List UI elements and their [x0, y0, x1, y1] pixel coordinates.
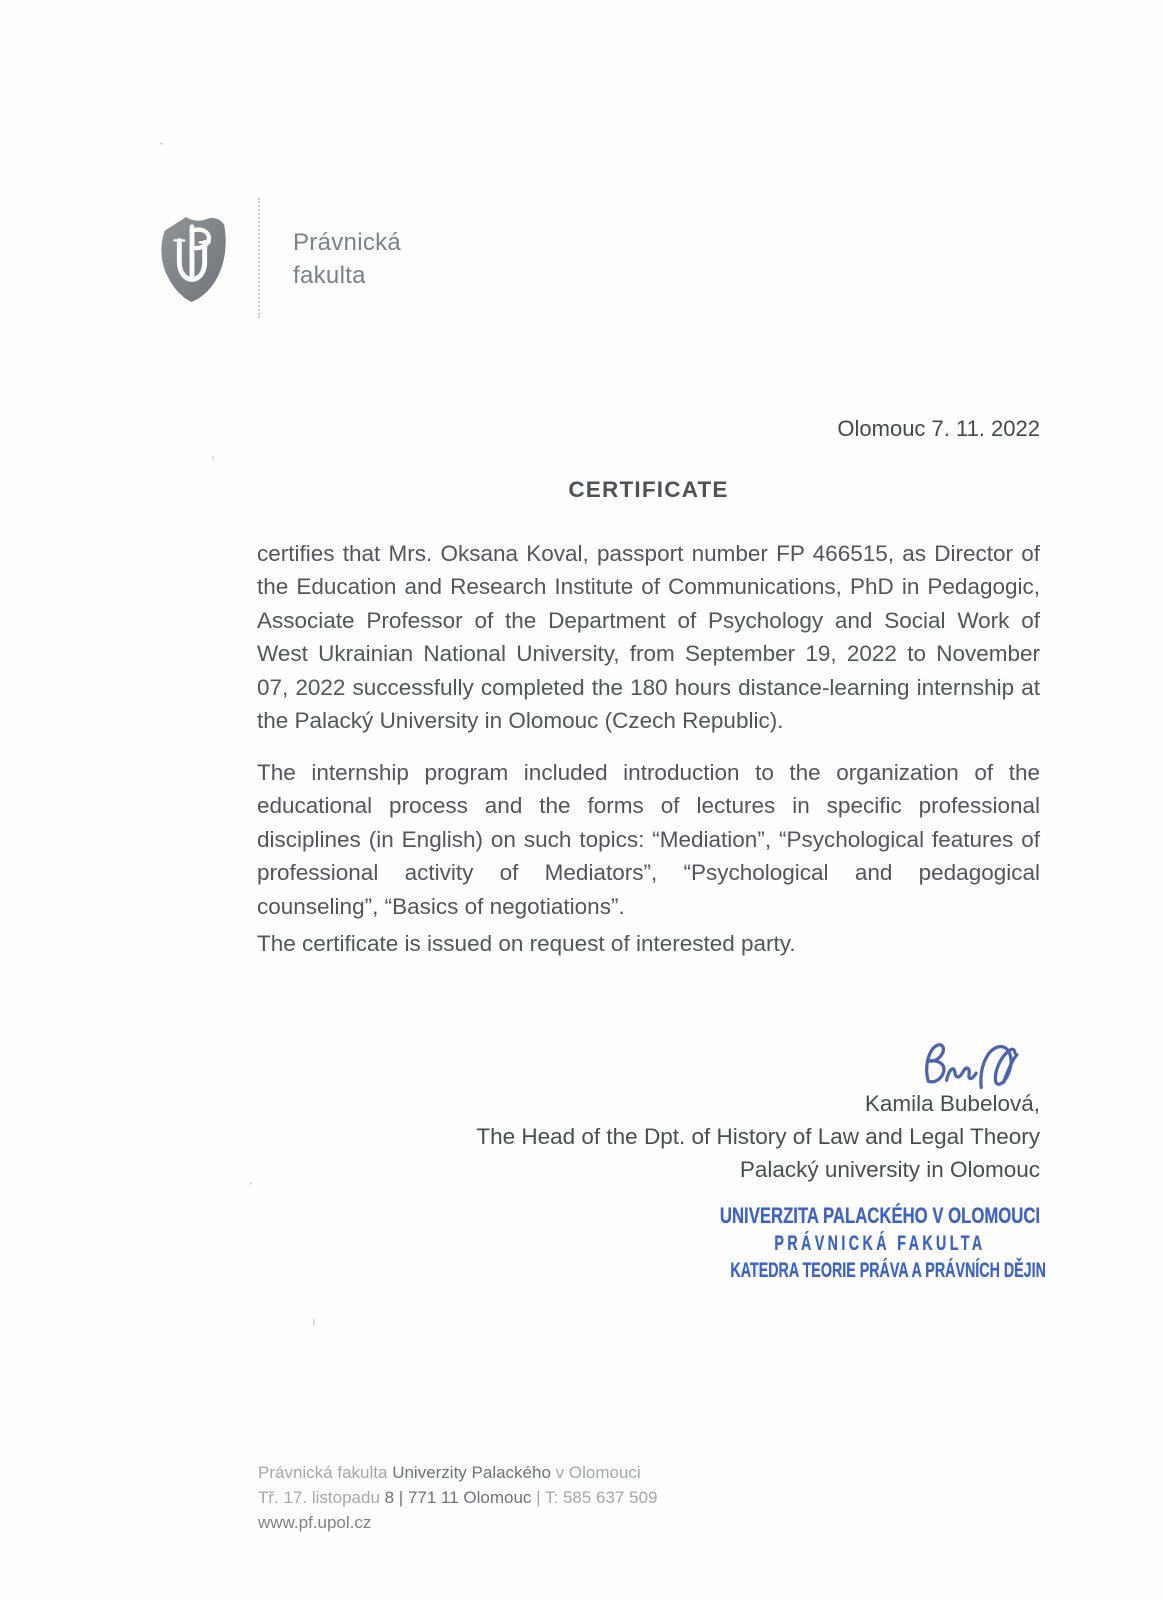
footer-line-2	[258, 1485, 657, 1510]
scan-speck	[249, 1182, 252, 1185]
footer-address	[258, 1460, 657, 1535]
scan-speck	[313, 1318, 315, 1326]
university-stamp	[660, 1202, 1100, 1285]
signer-name: Kamila Bubelová,	[864, 1091, 1040, 1116]
signer-role: The Head of the Dpt. of History of Law and Legal Theory	[476, 1124, 1040, 1149]
signer-organization: Palacký university in Olomouc	[739, 1157, 1040, 1182]
scan-speck	[212, 456, 214, 460]
footer-segment: v Olomouci	[550, 1463, 641, 1482]
body-paragraph-1: certifies that Mrs. Oksana Koval, passport number FP 466515, as Director of the Education and Research Institute of Communications, PhD in Pedagogic, Associate Professor of the Department of Psychology and Social Work of West Ukrainian National University, from September 19, 2022 to November 07, 2022 successfully completed the 180 hours distance-learning internship at the Palacký University in Olomouc (Czech Republic).	[257, 541, 1040, 734]
body-paragraph-2: The internship program included introduction to the organization of the educational process and the forms of lectures in specific professional disciplines (in English) on such topics: “Mediation”, “Psychological features of professional activity of Mediators”, “Psychological and pedagogical counseling”, “Basics of negotiations”.	[257, 760, 1040, 919]
certificate-title: CERTIFICATE	[568, 477, 729, 502]
logo-divider	[258, 198, 260, 318]
footer-segment: | T: 585 637 509	[531, 1488, 658, 1507]
footer-segment: Tř. 17. listopadu	[258, 1488, 385, 1507]
body-paragraph-3: The certificate is issued on request of interested party.	[257, 931, 796, 956]
university-shield-logo-icon	[153, 211, 231, 305]
footer-segment: 8 | 771 11 Olomouc	[384, 1488, 532, 1507]
faculty-name-line1: Právnická	[293, 229, 402, 256]
place-date: Olomouc 7. 11. 2022	[837, 416, 1040, 441]
scan-speck	[160, 142, 163, 145]
footer-line-1	[258, 1460, 657, 1485]
faculty-name	[293, 226, 401, 292]
footer-segment: Univerzity Palackého	[392, 1463, 551, 1482]
footer-line-3	[258, 1510, 657, 1535]
signature-scribble	[912, 1036, 1024, 1098]
stamp-line-3: KATEDRA TEORIE PRÁVA A PRÁVNÍCH DĚJIN	[730, 1259, 1046, 1282]
stamp-line-2: PRÁVNICKÁ FAKULTA	[774, 1231, 986, 1255]
footer-website: www.pf.upol.cz	[258, 1513, 372, 1532]
footer-segment: Právnická fakulta	[258, 1463, 393, 1482]
stamp-line-1: UNIVERZITA PALACKÉHO V OLOMOUCI	[719, 1203, 1041, 1228]
faculty-name-line2: fakulta	[293, 262, 366, 289]
